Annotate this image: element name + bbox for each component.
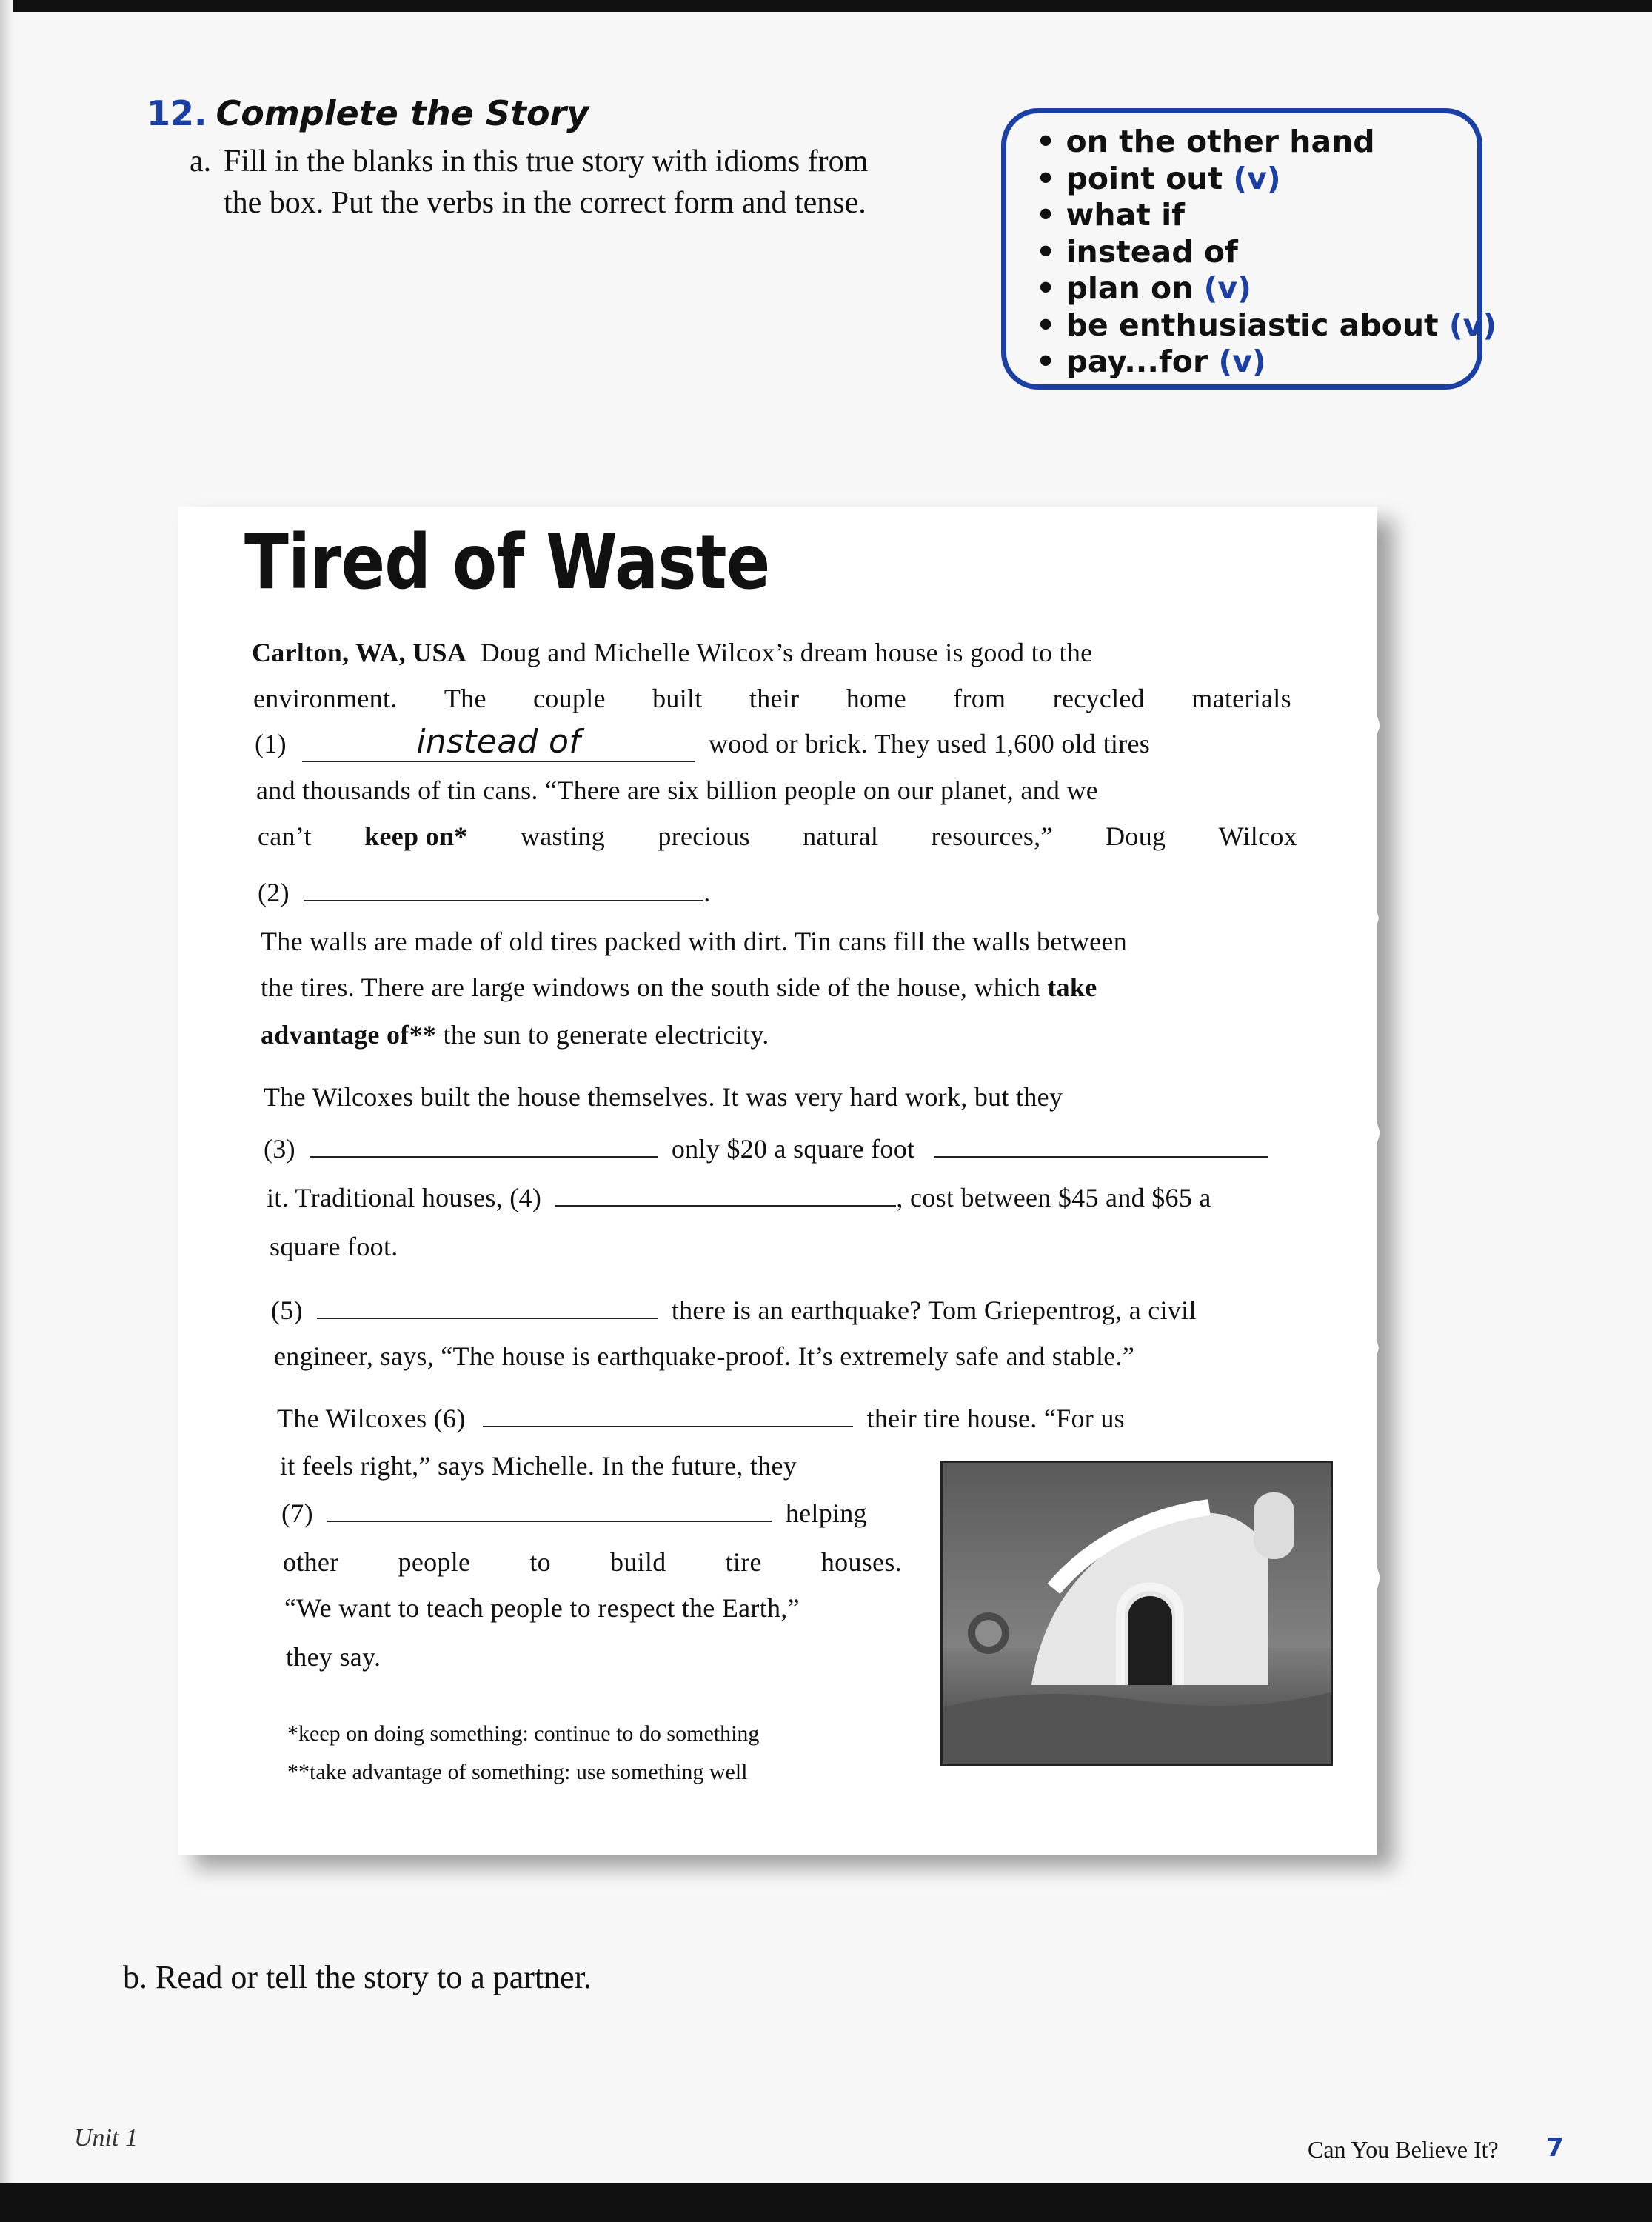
idiom-item: • on the other hand: [1036, 124, 1375, 159]
story-line: they say.: [286, 1642, 381, 1672]
scan-bottom-border: [0, 2183, 1652, 2222]
story-line: Carlton, WA, USA Doug and Michelle Wilcox’s dream house is good to the: [252, 638, 1093, 667]
blank-2[interactable]: [304, 881, 703, 901]
blank-6[interactable]: [483, 1407, 853, 1427]
story-line: (3) only $20 a square foot: [264, 1133, 1268, 1164]
scan-left-shadow: [0, 0, 13, 2183]
idiom-item: • instead of: [1036, 233, 1238, 270]
blank-3-label: (3): [264, 1134, 295, 1164]
story-line: The walls are made of old tires packed with dirt. Tin cans fill the walls between: [261, 927, 1128, 956]
story-line: advantage of** the sun to generate electricity.: [261, 1020, 769, 1050]
story-line: “We want to teach people to respect the Earth,”: [284, 1593, 800, 1623]
story-line-justified: other people to build tire houses.: [283, 1547, 902, 1577]
part-a-text: Fill in the blanks in this true story with idioms from the box. Put the verbs in the correct form and tense.: [224, 144, 869, 220]
story-line: and thousands of tin cans. “There are six billion people on our planet, and we: [256, 775, 1099, 805]
footnote-2: **take advantage of something: use something well: [287, 1760, 748, 1784]
idiom-item: • pay...for (v): [1036, 344, 1266, 379]
story-line-justified: environment. The couple built their home from recycled materials: [253, 684, 1291, 713]
blank-3b[interactable]: [934, 1137, 1268, 1158]
blank-1-label: (1): [255, 729, 287, 758]
idiom-box: [1001, 108, 1497, 390]
part-b-instructions: b. Read or tell the story to a partner.: [123, 1959, 592, 1995]
blank-3a[interactable]: [310, 1137, 658, 1158]
blank-2-label: (2): [258, 878, 290, 907]
story-line: square foot.: [270, 1232, 398, 1261]
exercise-title: Complete the Story: [215, 93, 589, 133]
blank-7[interactable]: [327, 1501, 772, 1522]
idiom-item: • be enthusiastic about (v): [1036, 307, 1497, 343]
exercise-heading: [147, 93, 589, 133]
blank-5[interactable]: [317, 1298, 658, 1319]
blank-4[interactable]: [555, 1186, 896, 1207]
idiom-item: • point out (v): [1036, 160, 1281, 196]
story-line: (1) instead of wood or brick. They used 1,600 old tires: [255, 723, 1151, 761]
part-a-label: a.: [190, 144, 212, 179]
story-line: (5) there is an earthquake? Tom Griepentrog, a civil: [271, 1295, 1197, 1325]
blank-7-label: (7): [281, 1498, 313, 1528]
running-head: Can You Believe It?: [1308, 2136, 1499, 2163]
page-number: 7: [1546, 2133, 1564, 2163]
tire-house-illustration: [943, 1463, 1331, 1764]
story-line: (2) .: [258, 878, 711, 907]
story-line: The Wilcoxes built the house themselves. It was very hard work, but they: [264, 1082, 1063, 1112]
torn-edge-decoration: [1325, 518, 1385, 1844]
footnote-1: *keep on doing something: continue to do something: [287, 1721, 760, 1746]
story-line: the tires. There are large windows on the south side of the house, which take: [261, 972, 1097, 1002]
blank-1-answer: instead of: [302, 723, 695, 762]
story-line: it feels right,” says Michelle. In the future, they: [280, 1451, 797, 1481]
part-a-instructions: [190, 141, 886, 224]
exercise-number: 12.: [147, 93, 207, 133]
story-line: The Wilcoxes (6) their tire house. “For us: [277, 1404, 1125, 1433]
blank-5-label: (5): [271, 1295, 303, 1325]
story-line: it. Traditional houses, (4) , cost between $45 and $65 a: [267, 1183, 1211, 1212]
dateline: Carlton, WA, USA: [252, 638, 467, 667]
story-line-justified: can’t keep on* wasting precious natural resources,” Doug Wilcox: [258, 821, 1297, 851]
idiom-item: • what if: [1036, 197, 1185, 233]
tire-house-photo: [940, 1461, 1333, 1766]
story-line: (7) helping: [281, 1498, 867, 1528]
idiom-item: • plan on (v): [1036, 270, 1251, 306]
story-title: Tired of Waste: [244, 518, 770, 607]
story-line: engineer, says, “The house is earthquake-proof. It’s extremely safe and stable.”: [274, 1341, 1135, 1371]
unit-label: Unit 1: [74, 2124, 138, 2152]
scan-top-border: [0, 0, 1652, 12]
